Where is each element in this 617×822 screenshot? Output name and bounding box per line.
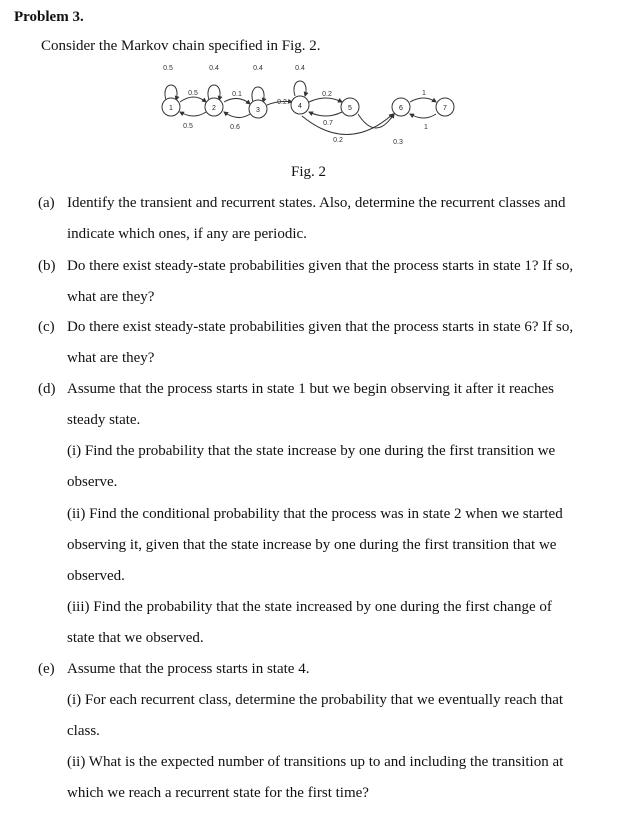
part-a-line-1: Identify the transient and recurrent states. Also, determine the recurrent classes and [67, 195, 566, 211]
part-d-ii-line-2: observing it, given that the state increase by one during the first transition that we [67, 537, 557, 553]
part-e-line-1: Assume that the process starts in state 4. [67, 661, 310, 677]
part-c-line-2: what are they? [67, 350, 155, 366]
edge-label-3-4: 0.2 [277, 99, 287, 106]
part-a-label: (a) [38, 195, 55, 211]
part-e-ii-line-2: which we reach a recurrent state for the first time? [67, 785, 369, 801]
edge-label-6-7: 1 [422, 90, 426, 97]
edge-4-6 [302, 114, 393, 135]
self-loop-label-4: 0.4 [295, 65, 305, 72]
part-b-line-2: what are they? [67, 289, 155, 305]
part-b-label: (b) [38, 258, 56, 274]
edge-label-3-2: 0.6 [230, 124, 240, 131]
edge-4-5 [309, 98, 342, 102]
edge-5-4 [309, 112, 342, 116]
edge-label-2-1: 0.5 [183, 123, 193, 130]
edge-1-2 [180, 97, 206, 102]
part-d-line-2: steady state. [67, 412, 141, 428]
problem-title: Problem 3. [14, 9, 84, 25]
edge-label-4-5: 0.2 [322, 91, 332, 98]
markov-chain-figure [148, 62, 458, 152]
state-label-1: 1 [169, 105, 173, 112]
self-loop-label-3: 0.4 [253, 65, 263, 72]
part-e-ii-line-1: (ii) What is the expected number of transitions up to and including the transition at [67, 754, 564, 770]
edge-label-5-4: 0.7 [323, 120, 333, 127]
self-loop-4 [294, 81, 306, 96]
part-e-label: (e) [38, 661, 55, 677]
state-label-5: 5 [348, 105, 352, 112]
part-d-label: (d) [38, 381, 56, 397]
edge-2-3 [224, 98, 250, 104]
part-d-i-line-2: observe. [67, 474, 118, 490]
edge-label-4-6: 0.2 [333, 137, 343, 144]
state-label-3: 3 [256, 107, 260, 114]
edge-3-2 [224, 112, 250, 118]
state-label-6: 6 [399, 105, 403, 112]
part-d-ii-line-1: (ii) Find the conditional probability that the process was in state 2 when we started [67, 506, 563, 522]
part-c-label: (c) [38, 319, 55, 335]
figure-caption: Fig. 2 [290, 164, 326, 180]
problem-intro: Consider the Markov chain specified in Fig. 2. [41, 38, 321, 54]
edge-2-1 [180, 112, 206, 116]
edge-label-5-6: 0.3 [393, 139, 403, 146]
edge-label-1-2: 0.5 [188, 90, 198, 97]
edge-6-7 [410, 98, 436, 102]
part-e-i-line-2: class. [67, 723, 100, 739]
part-a-line-2: indicate which ones, if any are periodic. [67, 226, 307, 242]
part-d-i-line-1: (i) Find the probability that the state increase by one during the first transition we [67, 443, 556, 459]
part-e-i-line-1: (i) For each recurrent class, determine the probability that we eventually reach that [67, 692, 564, 708]
state-label-7: 7 [443, 105, 447, 112]
state-label-4: 4 [298, 103, 302, 110]
edge-label-7-6: 1 [424, 124, 428, 131]
edge-label-2-3: 0.1 [232, 91, 242, 98]
part-b-line-1: Do there exist steady-state probabilities given that the process starts in state 1? If so, [67, 258, 574, 274]
edge-7-6 [410, 114, 436, 118]
part-d-iii-line-2: state that we observed. [67, 630, 204, 646]
self-loop-label-1: 0.5 [163, 65, 173, 72]
part-d-line-1: Assume that the process starts in state 1 but we begin observing it after it reaches [67, 381, 554, 397]
part-d-iii-line-1: (iii) Find the probability that the state increased by one during the first change of [67, 599, 552, 615]
part-c-line-1: Do there exist steady-state probabilities given that the process starts in state 6? If so, [67, 319, 574, 335]
state-label-2: 2 [212, 105, 216, 112]
self-loop-label-2: 0.4 [209, 65, 219, 72]
part-d-ii-line-3: observed. [67, 568, 125, 584]
